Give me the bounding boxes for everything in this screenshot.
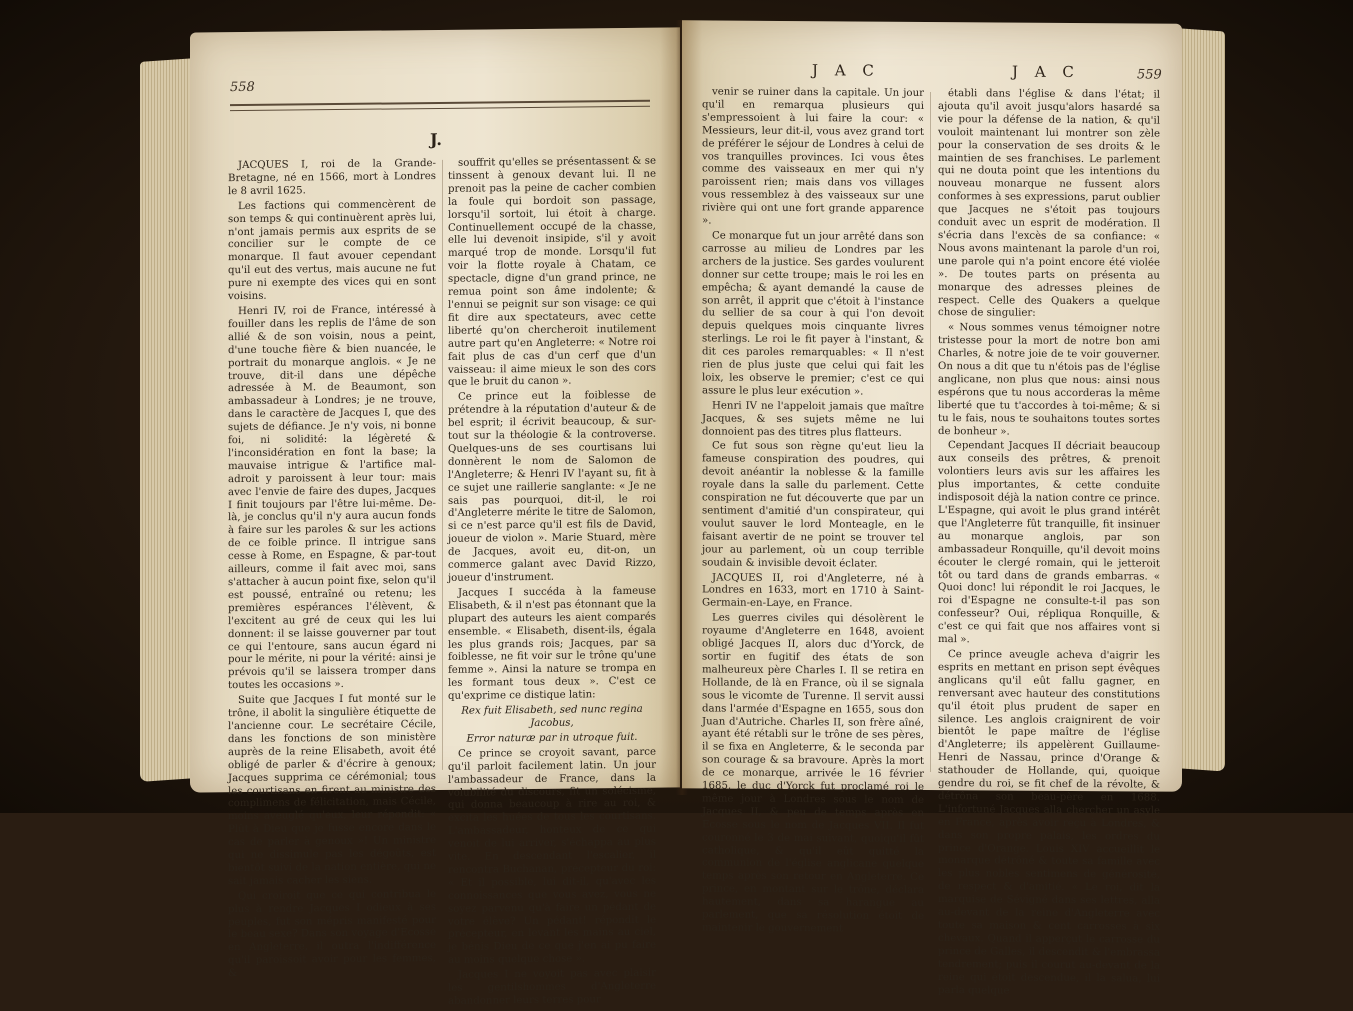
- latin-verse-line: Rex fuit Elisabeth, sed nunc regina Jacobus,: [461, 703, 643, 729]
- paragraph: Qui croiroit que ce qui contribua le plus à rendre Jacques I odieux à ses peuples, fut son mépris manifesté pour le beau sexe? Dans son voyage d'Ecosse en Angleterre, il outra l'indifférence qu'il paroissoit avoir pour les femmes, &: [228, 888, 436, 980]
- paragraph: Les guerres civiles qui désolèrent le royaume d'Angleterre en 1648, avoient obligé Jacques II, alors duc d'Yorck, de sortir en fugitif des états de son malheureux père Charles I. Il se retira en Hollande, de là en France, où il se signala sous le vicomte de Turenne. Il servit aussi dans l'armée d'Espagne en 1655, sous don Juan d'Autriche. Charles II, son frère aîné, ayant été rétabli sur le trône de ses pères, il se fixa en Angleterre, & le seconda par son courage & sa bravoure. Après la mort de ce monarque, arrivée le 16 février 1685, le duc d'Yorck fut proclamé roi le même jour à Londres sous le nom de Jacques II, & peu de temps après en Ecosse sous le nom de Jacques VII. Il fut couronné le 3 de mai suivant, quoiqu'il fût catholique, & qu'il eût quitté la communion de l'église anglicane quelque temps après son retour en Angleterre. Ce prince, en montant sur le trône, déclara hautement, dans sa harangue au parlement, que sa résolution étoit de maintenir le gouvernement: [702, 612, 924, 935]
- running-head-left: J A C: [812, 61, 880, 80]
- header-rule-left: [230, 100, 650, 111]
- paragraph: Suite que Jacques I fut monté sur le trône, il abolit la singulière étiquette de l'ancienne cour. Le secrétaire Cécile, dans les fonctions de son ministère auprès de la reine Elisabeth, avoit été obligé de parler & d'écrire à genoux; Jacques supprima ce cérémonial; tous les courtisans en firent au ministre des complimens de félicitation, mais Cécile, moins aveuglé qu'eux, leur répondit: « Plût à Dieu que je fusse encore dans le cas de parler à genoux »! Un ministre qui ne dissimule pas les dégoûts, est bientôt suivi de la nation entière, qui ne sait jamais cacher les siens.: [228, 693, 436, 888]
- paragraph: Les factions qui commencèrent de son temps & qui continuèrent après lui, n'ont jamais permis aux esprits de se concilier sur le compte de ce monarque. Il faut avouer cependant qu'il eut des vertus, mais aucune ne fut pure ni exempte des vices qui en sont voisins.: [228, 198, 436, 303]
- paragraph: Henri IV ne l'appeloit jamais que maître Jacques, & ses sujets même ne lui donnoient pas des titres plus flatteurs.: [702, 400, 924, 439]
- paragraph: Cependant Jacques II décriait beaucoup aux conseils des prêtres, & prenoit volontiers leurs avis sur les affaires les plus importantes, & cette conduite indisposoit déjà la nation contre ce prince. L'Espagne, qui avoit le plus grand intérêt que l'Angleterre fût tranquille, fit insinuer au monarque anglois, par son ambassadeur Ronquille, qu'il devoit moins écouter le clergé romain, qui le jetteroit tôt ou tard dans de grands embarras. « Quoi donc! lui répondit le roi Jacques, le roi d'Espagne ne consulte-t-il pas son confesseur? Oui, répliqua Ronquille, & c'est ce qui fait que nos affaires vont si mal ».: [938, 440, 1160, 646]
- page-number-right: 559: [1137, 67, 1162, 83]
- paragraph: Henri IV, roi de France, intéressé à fouiller dans les replis de l'âme de son allié & de son voisin, nous a peint, d'une touche fière & bien nuancée, le portrait du monarque anglois. « Je ne trouve, dit-il dans une dépêche adressée à M. de Beaumont, son ambassadeur à Londres; je ne trouve, dans le caractère de Jacques I, que des sujets de défiance. Je n'y vois, ni bonne foi, ni solidité: la légèreté & l'inconsidération en font la base; la mauvaise intrigue & l'artifice mal-adroit y paroissent à leur tour: mais avec l'envie de faire des dupes, Jacques I finit toujours par l'être lui-même. De-là, je conclus qu'il n'y aura aucun fonds à faire sur les paroles & sur les actions de ce foible prince. Il intrigue sans cesse à Rome, en Espagne, & par-tout ailleurs, comme il fait avec moi, sans s'attacher à aucun point fixe, selon qu'il est poussé, entraîné ou retenu; les premières espérances l'élèvent, & l'excitent au gré de ceux qui les lui donnent: il se laisse gouverner par tout ce qui l'entoure, sans aucun égard ni pour le mérite, ni pour la vérité: ainsi je prévois qu'il se laissera tromper dans toutes les occasions ».: [228, 303, 436, 692]
- paragraph: Ce monarque fut un jour arrêté dans son carrosse au milieu de Londres par les archers de la justice. Ses gardes voulurent donner sur cette troupe; mais le roi les en empêcha; & ayant demandé la cause de son arrêt, il apprit que c'étoit à l'instance du sellier de sa cour à qui l'on devoit depuis quelques mois cinquante livres sterlings. Le roi le fit payer à l'instant, & dit ces paroles remarquables: « Il n'est rien de plus juste que celui qui fait les loix, les observe le premier; c'est ce qui assure le plus leur exécution ».: [702, 230, 924, 398]
- column-separator: [930, 92, 931, 772]
- paragraph: Ce prince se croyoit savant, parce qu'il parloit facilement latin. Un jour l'ambassadeur de France, dans la volubilité du discours, fit un solécisme, qui donna beaucoup à rire au roi, & excita les huées de tous les courtisans. L'ambassadeur, honteux de ce qui venoit de lui arriver, s'échappa au plus vite. En descendant l'escalier, il rencontra Buchanan, précepteur du roi: « Et il possible, lui dit-il, qu'avec les connoissances que vous avez, vous ne soyez parvenu qu'à faire un pédant de votre élève? Un pédant! répondit le précepteur, en levant les mains au ciel, je bénis Dieu de ce que j'en ai pu faire au moins quelque chose ».: [448, 746, 656, 967]
- paragraph: « Nous sommes venus témoigner notre tristesse pour la mort de notre bon ami Charles, & notre joie de te voir gouverner. On nous a dit que tu n'étois pas de l'église anglicane, non plus que nous: ainsi nous espérons que tu nous accorderas la même liberté que tu t'accordes à toi-même; & si tu le fais, nous te souhaitons toutes sortes de bonheur ».: [938, 322, 1160, 438]
- right-page-edges: [1180, 28, 1225, 771]
- running-head-right: J A C: [1012, 62, 1080, 82]
- left-page-column-1: [228, 157, 436, 980]
- latin-verse-line: Error naturæ par in utroque fuit.: [466, 731, 638, 745]
- paragraph: Ce prince aveugle acheva d'aigrir les esprits en mettant en prison sept évêques anglicans qu'il eût fallu gagner, en renversant avec hauteur des constitutions qu'il étoit plus prudent de saper en silence. Les anglois craignirent de voir bientôt le pape maître de l'église d'Angleterre; ils appelèrent Guillaume-Henri de Nassau, prince d'Orange & stathouder de Hollande, qui, quoique gendre du roi, se fit chef de la révolte, & détrôna son beau-père en 1688. L'infortuné Jacques alla chercher un asyle en France, après avoir reçu à Londres, & dans son propre palais, les ordres du prince d'Orange. Louis XIV accueillit le monarque détrôné & toute sa famille avec les plus nobles sentimens de générosité, de respect & d'amitié. « Le roi, dit la marquise de Sévigné dans ses lettres, alla au-devant de la reine d'Angleterre avec toute sa maison & cent carrosses à six chevaux. Quand il apperçut le carrosse du prince de Galles, il descendit & l'embrassa tendrement; puis il courut au-devant de la reine qui étoit descendue, il la salua, lui parla quelque: [938, 649, 1160, 997]
- paragraph: JACQUES I, roi de la Grande-Bretagne, né en 1566, mort à Londres le 8 avril 1625.: [228, 157, 436, 197]
- paragraph: venir se ruiner dans la capitale. Un jour qu'il en remarqua plusieurs qui s'empressoient à lui faire la cour: « Messieurs, leur dit-il, vous avez grand tort de préférer le séjour de Londres à celui de vos tranquilles provinces. Ici vous êtes comme des vaisseaux en mer qui n'y paroissent rien; mais dans vos villages vous ressemblez à des vaisseaux sur une rivière qui ont une fort grande apparence ».: [702, 86, 924, 227]
- paragraph: Jacques I ne voyoit pas avec plaisir les gentilshommes d'Angleterre abandonner leurs terres pour: [448, 967, 656, 1007]
- paragraph: Ce prince eut la foiblesse de prétendre à la réputation d'auteur & de bel esprit; il écrivit beaucoup, & sur-tout sur la théologie & la controverse. Quelques-uns de ses courtisans lui donnèrent le nom de Salomon de l'Angleterre; & Henri IV l'ayant su, fit à ce sujet une raillerie sanglante: « Je ne sais pas pourquoi, dit-il, le roi d'Angleterre mérite le titre de Salomon, si ce n'est parce qu'il est fils de David, joueur de violon ». Marie Stuard, mère de Jacques, avoit eu, dit-on, un commerce galant avec David Rizzo, joueur d'instrument.: [448, 389, 656, 584]
- paragraph: établi dans l'église & dans l'état; il ajouta qu'il avoit jusqu'alors hasardé sa vie pour la défense de la nation, & qu'il vouloit maintenant lui montrer son zèle pour la conservation de ses droits & le maintien de ses franchises. Le parlement qui ne douta point que les intentions du nouveau monarque ne fussent alors conformes à ses expressions, parut oublier que Jacques ne s'étoit pas toujours conduit avec un esprit de modération. Il s'écria dans l'excès de sa confiance: « Nous avons maintenant la parole d'un roi, une parole qui n'a point encore été violée ». De toutes parts on présenta au monarque des adresses pleines de respect. Celle des Quakers a quelque chose de singulier:: [938, 88, 1160, 320]
- left-page-edges: [140, 58, 195, 782]
- left-page-column-2: [448, 155, 656, 1007]
- right-page-column-1: [702, 86, 924, 935]
- paragraph: souffrit qu'elles se présentassent & se tinssent à genoux devant lui. Il ne prenoit pas la peine de cacher combien la foule qui bordoit son passage, lorsqu'il sortoit, lui étoit à charge. Continuellement occupé de la chasse, elle lui devenoit insipide, s'il y avoit marqué trop de monde. Lorsqu'il fut voir la flotte royale à Chatam, ce spectacle, digne d'un grand prince, ne remua point son âme indolente; & l'ennui se peignit sur son visage: ce qui fit dire aux spectateurs, avec cette liberté qu'on chercheroit inutilement autre part qu'en Angleterre: « Notre roi fait plus de cas d'un cerf que d'un vaisseau: il aime mieux le son des cors que le bruit du canon ».: [448, 155, 656, 389]
- paragraph: Ce fut sous son règne qu'eut lieu la fameuse conspiration des poudres, qui devoit anéantir la noblesse & la famille royale dans la salle du parlement. Cette conspiration ne fut découverte que par un sentiment d'amitié d'un conspirateur, qui voulut sauver le lord Monteagle, en le faisant avertir de ne point se trouver tel jour au parlement, où un coup terrible soudain & invisible devoit éclater.: [702, 440, 924, 570]
- page-number-left: 558: [230, 79, 255, 96]
- column-separator: [442, 160, 443, 770]
- paragraph: JACQUES II, roi d'Angleterre, né à Londres en 1633, mort en 1710 à Saint-Germain-en-Laye, en France.: [702, 571, 924, 610]
- paragraph: Jacques I succéda à la fameuse Elisabeth, & il n'est pas étonnant que la plupart des auteurs les aient comparés ensemble. « Elisabeth, disent-ils, égala les plus grands rois; Jacques, par sa foiblesse, ne fit voir sur le trône qu'une femme ». Ainsi la nature se trompa en les formant tous deux ». C'est ce qu'exprime ce distique latin:: [448, 585, 656, 703]
- right-page: [682, 20, 1182, 997]
- section-letter: J.: [430, 129, 442, 150]
- left-page: [190, 27, 680, 1007]
- right-page-column-2: [938, 88, 1160, 997]
